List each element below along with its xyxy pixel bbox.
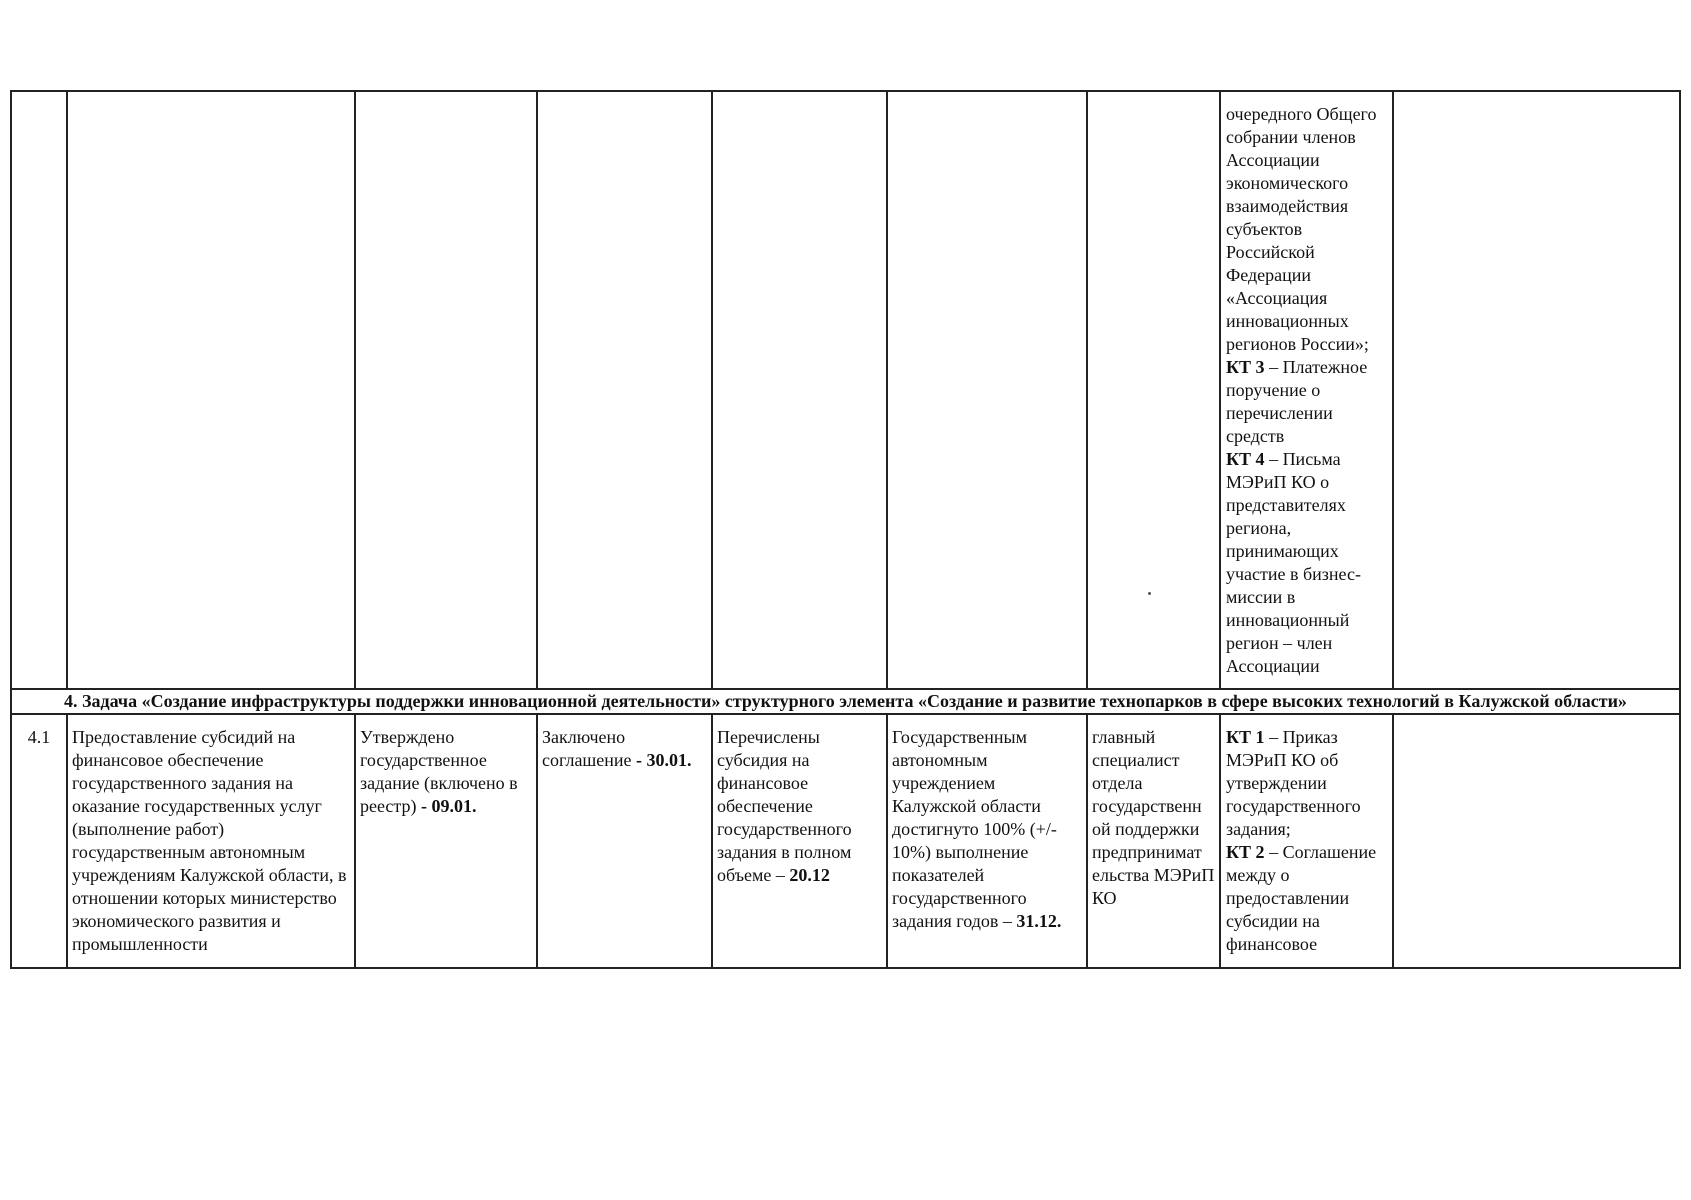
doc-line: КТ 4 – Письма МЭРиП КО о представителях региона, принимающих участие в бизнес-миссии в инновационный регион – член Ассоциации <box>1226 449 1361 676</box>
control-point-3: Перечислены субсидия на финансовое обеспечение государственного задания в полном объеме – 20.12 <box>712 714 887 968</box>
event-name: Предоставление субсидий на финансовое обеспечение государственного задания на оказание государственных услуг (выполнение работ) государственным автономным учреждениям Калужской области, в отношении которых министерство экономического развития и промышленности <box>67 714 355 968</box>
cell-empty <box>1393 714 1680 968</box>
cell-empty <box>355 91 537 689</box>
control-point-1: Утверждено государственное задание (включено в реестр) - 09.01. <box>355 714 537 968</box>
doc-line: КТ 2 – Соглашение между о предоставлении субсидии на финансовое <box>1226 842 1377 954</box>
scan-speck <box>1148 592 1151 595</box>
control-point-2: Заключено соглашение - 30.01. <box>537 714 712 968</box>
table-row-continuation <box>11 91 1680 689</box>
cell-empty <box>712 91 887 689</box>
row-number: 4.1 <box>11 714 67 968</box>
cell-empty <box>537 91 712 689</box>
plan-table <box>10 90 1681 969</box>
cell-empty <box>11 91 67 689</box>
doc-line: КТ 1 – Приказ МЭРиП КО об утверждении государственного задания; <box>1226 727 1361 839</box>
task-header-row <box>11 689 1680 714</box>
cell-documents-continued <box>1220 91 1393 689</box>
cell-empty <box>67 91 355 689</box>
doc-line: очередного Общего собрании членов Ассоциации экономического взаимодействия субъектов Российской Федерации «Ассоциация инновационных регионов России»; <box>1226 104 1377 354</box>
documents <box>1220 714 1393 968</box>
result: Государственным автономным учреждением Калужской области достигнуто 100% (+/- 10%) выполнение показателей государственного задания годов – 31.12. <box>887 714 1087 968</box>
cell-empty <box>1393 91 1680 689</box>
cell-empty <box>1087 91 1220 689</box>
responsible-person: главный специалист отдела государственн ой поддержки предпринимат ельства МЭРиП КО <box>1087 714 1220 968</box>
table-row-4-1 <box>11 714 1680 968</box>
task-header: 4. Задача «Создание инфраструктуры поддержки инновационной деятельности» структурного элемента «Создание и развитие технопарков в сфере высоких технологий в Калужской области» <box>11 689 1680 714</box>
cell-empty <box>887 91 1087 689</box>
doc-line: КТ 3 – Платежное поручение о перечислении средств <box>1226 357 1368 446</box>
